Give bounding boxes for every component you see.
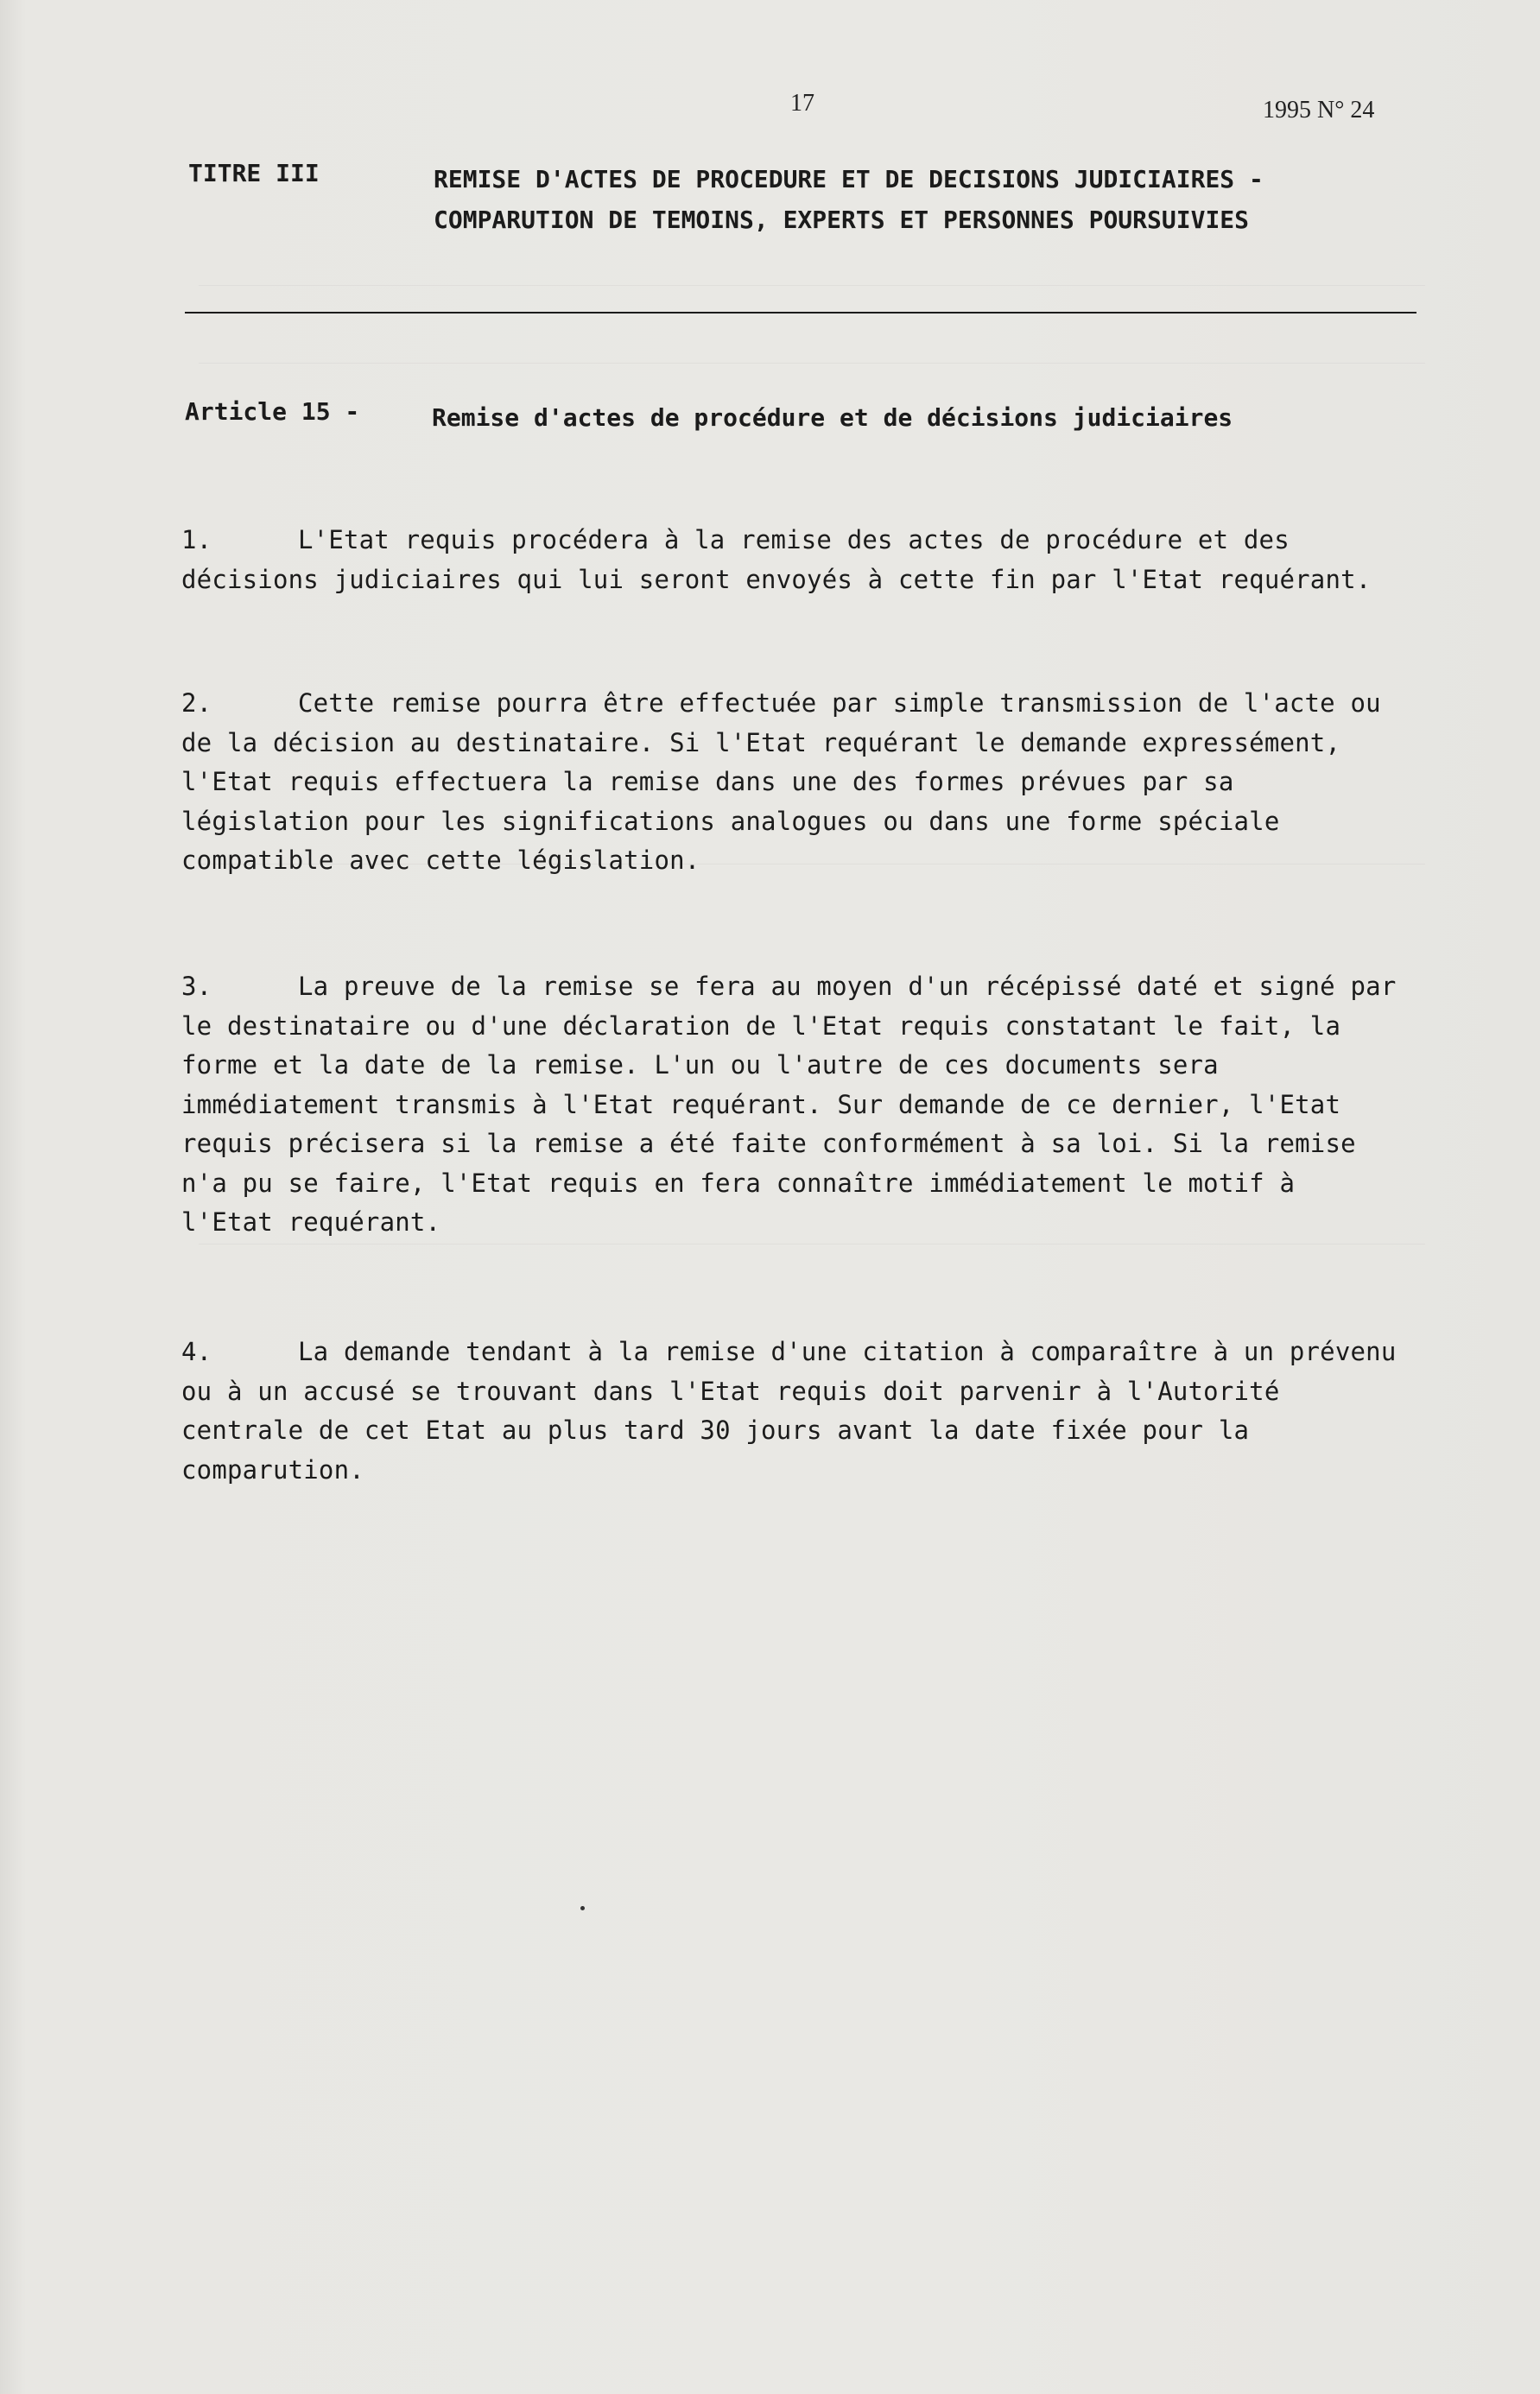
paper-speck <box>580 1906 585 1910</box>
title-label: TITRE III <box>188 159 320 187</box>
title-text: REMISE D'ACTES DE PROCEDURE ET DE DECISIONS JUDICIAIRES - COMPARUTION DE TEMOINS, EXPERTS ET PERSONNES POURSUIVIES <box>434 165 1264 234</box>
paragraph-number: 3. <box>181 972 212 1001</box>
title-divider <box>185 312 1416 314</box>
paragraph-3 <box>181 967 1399 1243</box>
paragraph-number: 1. <box>181 525 212 554</box>
paragraph-text: La preuve de la remise se fera au moyen d'un récépissé daté et signé par le destinataire ou d'une déclaration de l'Etat requis constatant le fait, la forme et la date de la remise. L'un ou l'autre de ces documents sera immédiatement transmis à l'Etat requérant. Sur demande de ce dernier, l'Etat requis précisera si la remise a été faite conformément à sa loi. Si la remise n'a pu se faire, l'Etat requis en fera connaître immédiatement le motif à l'Etat requérant. <box>181 972 1397 1237</box>
paragraph-4 <box>181 1333 1399 1490</box>
article-title: Remise d'actes de procédure et de décisions judiciaires <box>432 403 1233 432</box>
article-label: Article 15 - <box>185 397 360 426</box>
bleed-through-line <box>199 363 1425 364</box>
paragraph-text: L'Etat requis procédera à la remise des actes de procédure et des décisions judiciaires qui lui seront envoyés à cette fin par l'Etat requérant. <box>181 525 1372 594</box>
bleed-through-line <box>199 285 1425 286</box>
publication-reference: 1995 N° 24 <box>1263 97 1375 124</box>
paragraph-number: 4. <box>181 1337 212 1366</box>
page-number: 17 <box>790 90 814 117</box>
paragraph-text: Cette remise pourra être effectuée par simple transmission de l'acte ou de la décision au destinataire. Si l'Etat requérant le demande expressément, l'Etat requis effectuera la remise dans une des formes prévues par sa législation pour les significations analogues ou dans une forme spéciale compatible avec cette législation. <box>181 688 1381 875</box>
paragraph-2 <box>181 684 1399 881</box>
paragraph-number: 2. <box>181 688 212 718</box>
paragraph-1 <box>181 521 1399 599</box>
paragraph-text: La demande tendant à la remise d'une citation à comparaître à un prévenu ou à un accusé se trouvant dans l'Etat requis doit parvenir à l'Autorité centrale de cet Etat au plus tard 30 jours avant la date fixée pour la comparution. <box>181 1337 1397 1485</box>
